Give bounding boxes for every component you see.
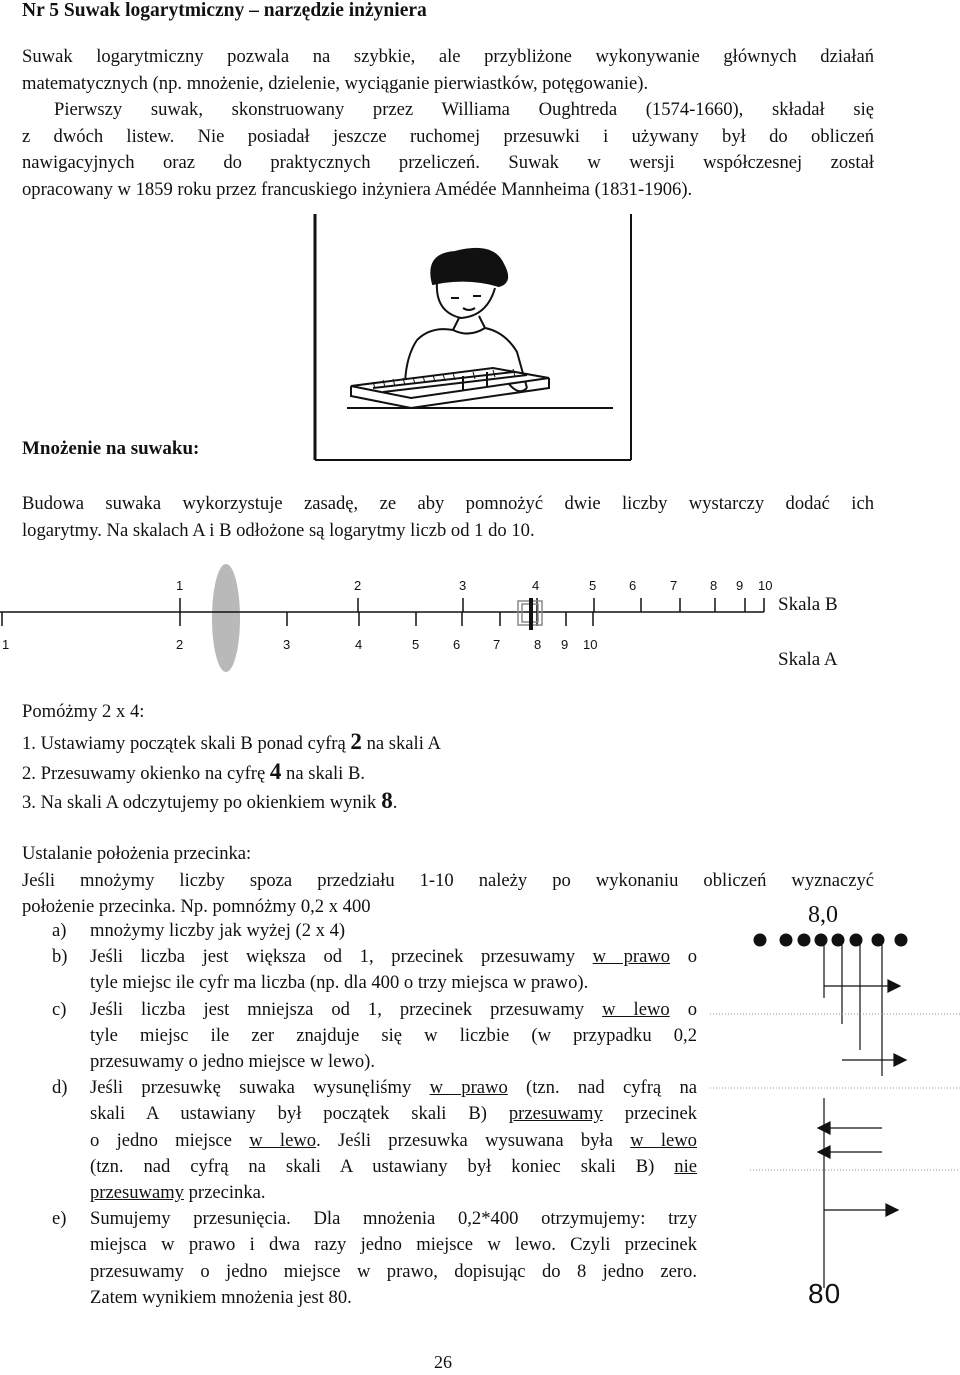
intro-line: Pierwszy suwak, skonstruowany przez Williama Oughtreda (1574-1660), składał się — [54, 99, 874, 120]
list-item: d) Jeśli przesuwkę suwaka wysunęliśmy w prawo (tzn. nad cyfrą na skali A ustawiany był początek skali B) przesuwamy przecinek o jedno miejsce w lewo. Jeśli przesuwka wysuwana była w lewo (tzn. nad cyfrą na skali A ustawiany był koniec skali B) nie przesuwamy przecinka. — [52, 1077, 697, 1204]
slide-rule-user-illustration — [313, 212, 633, 462]
list-item: e) Sumujemy przesunięcia. Dla mnożenia 0,2*400 otrzymujemy: trzy miejsca w prawo i dwa razy jedno miejsce w lewo. Czyli przecinek przesuwamy o jedno miejsce w prawo, dopisując do 8 jedno zero. Zatem wynikiem mnożenia jest 80. — [52, 1208, 697, 1308]
scale-b-label-5: 5 — [589, 578, 597, 593]
decimal-intro-line: Jeśli mnożymy liczby spoza przedziału 1-10 należy po wykonaniu obliczeń wyznaczyć — [22, 870, 874, 891]
example-step-1: 1. Ustawiamy początek skali B ponad cyfrą 2 na skali A — [22, 729, 441, 754]
intro-paragraph — [22, 44, 874, 203]
intro-line: Suwak logarytmiczny pozwala na szybkie, ale przybliżone wykonywanie głównych działań — [22, 46, 874, 67]
example-step-3: 3. Na skali A odczytujemy po okienkiem wynik 8. — [22, 788, 398, 813]
intro-line: nawigacyjnych oraz do praktycznych przeliczeń. Suwak w wersji współczesnej został — [22, 152, 874, 173]
section-line: Budowa suwaka wykorzystuje zasadę, ze aby pomnożyć dwie liczby wystarczy dodać ich — [22, 493, 874, 514]
scale-b-label-9: 9 — [736, 578, 744, 593]
scale-b-label-6: 6 — [629, 578, 637, 593]
scale-a-label-3: 3 — [283, 637, 291, 652]
scale-a-label-7: 7 — [493, 637, 501, 652]
decimal-intro-line: położenie przecinka. Np. pomnóżmy 0,2 x 400 — [22, 896, 371, 917]
scale-a-ticks — [2, 612, 593, 626]
page-title: Nr 5 Suwak logarytmiczny – narzędzie inżyniera — [22, 0, 427, 21]
scale-b-label-2: 2 — [354, 578, 362, 593]
scale-a-label-2: 2 — [176, 637, 184, 652]
decimal-heading: Ustalanie położenia przecinka: — [22, 843, 252, 864]
diagram-bottom-value: 80 — [808, 1278, 842, 1309]
scale-b-label-1: 1 — [176, 578, 184, 593]
scale-a-label-4: 4 — [355, 637, 363, 652]
example-step-2: 2. Przesuwamy okienko na cyfrę 4 na skali B. — [22, 759, 366, 784]
scale-b-name: Skala B — [778, 594, 838, 615]
scale-a-label-6: 6 — [453, 637, 461, 652]
decimal-arrows — [710, 898, 960, 1318]
scale-b-label-7: 7 — [670, 578, 678, 593]
decimal-shift-diagram — [710, 898, 960, 1318]
scale-a-label-1: 1 — [2, 637, 10, 652]
scale-a-label-9: 9 — [561, 637, 569, 652]
intro-line: opracowany w 1859 roku przez francuskiego inżyniera Amédée Mannheima (1831-1906). — [22, 178, 693, 200]
scale-a-name: Skala A — [778, 649, 838, 670]
intro-line: matematycznych (np. mnożenie, dzielenie, wyciąganie pierwiastków, potęgowanie). — [22, 72, 649, 94]
scale-b-label-10: 10 — [758, 578, 773, 593]
slide-rule-diagram — [0, 560, 960, 680]
list-item: b) Jeśli liczba jest większa od 1, przecinek przesuwamy w prawo o tyle miejsc ile cyfr ma liczba (np. dla 400 o trzy miejsca w prawo). — [52, 946, 697, 994]
page-number: 26 — [434, 1352, 452, 1372]
scale-a-label-8: 8 — [534, 637, 542, 652]
decimal-steps-list — [52, 918, 697, 1311]
section-line: logarytmy. Na skalach A i B odłożone są logarytmy liczb od 1 do 10. — [22, 519, 535, 541]
list-item: c) Jeśli liczba jest mniejsza od 1, przecinek przesuwamy w lewo o tyle miejsc ile zer znajduje się w liczbie (w przypadku 0,2 przesuwamy o jedno miejsce w lewo). — [52, 998, 697, 1073]
intro-line: z dwóch listew. Nie posiadał jeszcze ruchomej przesuwki i używany był do obliczeń — [22, 125, 874, 147]
scale-b-label-8: 8 — [710, 578, 718, 593]
example-intro: Pomóżmy 2 x 4: — [22, 701, 145, 722]
section-paragraph — [22, 491, 874, 544]
diagram-top-value: 8,0 — [808, 902, 838, 928]
list-item: a) mnożymy liczby jak wyżej (2 x 4) — [52, 920, 346, 941]
scale-b-label-3: 3 — [459, 578, 467, 593]
scale-b-label-4: 4 — [532, 578, 540, 593]
section-heading: Mnożenie na suwaku: — [22, 438, 200, 459]
scale-b-ticks — [180, 598, 764, 612]
scale-a-label-5: 5 — [412, 637, 420, 652]
digit-dots — [754, 934, 908, 947]
cursor-lens — [212, 564, 240, 672]
scale-a-label-10: 10 — [583, 637, 598, 652]
